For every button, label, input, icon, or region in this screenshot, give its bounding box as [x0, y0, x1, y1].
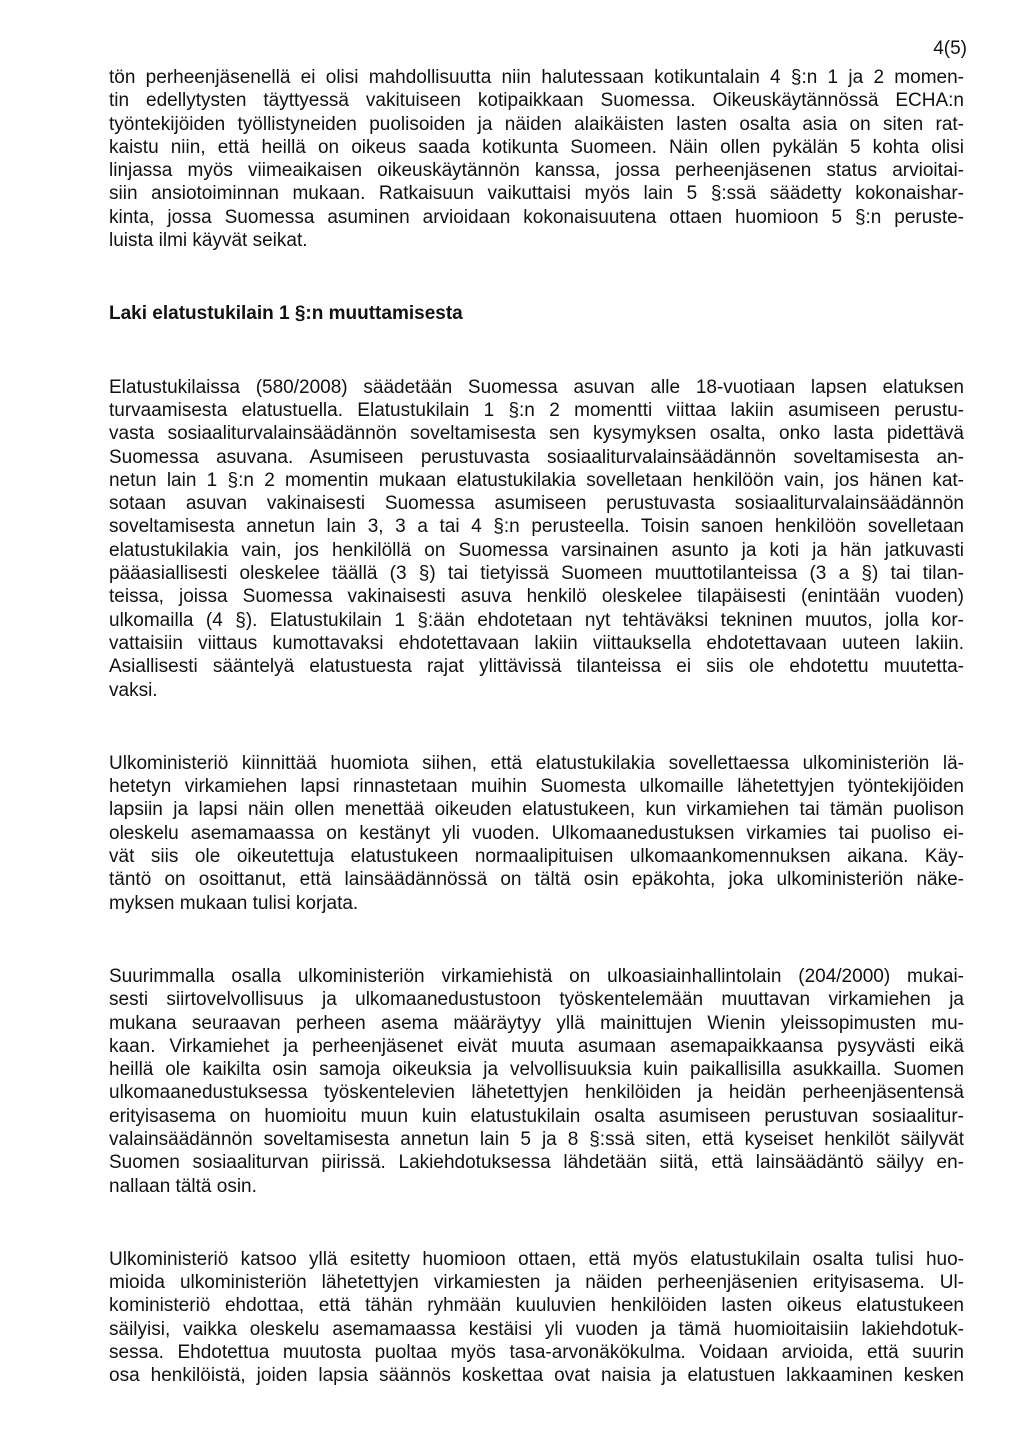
text-line: Elatustukilaissa (580/2008) säädetään Suomessa asuvan alle 18-vuotiaan lapsen elatuksen: [109, 376, 964, 398]
text-line: Suomen sosiaaliturvan piirissä. Lakiehdotuksessa lähdetään siitä, että lainsäädäntö säilyy en-: [109, 1152, 964, 1174]
text-line: vaksi.: [109, 679, 158, 701]
paragraph-elatustukilaki: [109, 376, 964, 702]
paragraph-intro: [109, 66, 964, 252]
text-line: säilyisi, vaikka oleskelu asemamaassa kestäisi yli vuoden ja tämä huomioitaisiin lakiehdotuk-: [109, 1318, 964, 1340]
text-line: siin ansiotoiminnan mukaan. Ratkaisuun vaikuttaisi myös lain 5 §:ssä säädetty kokonaishar-: [109, 183, 964, 205]
text-line: täntö on osoittanut, että lainsäädännössä on tältä osin epäkohta, joka ulkoministeriön näke-: [109, 869, 964, 891]
text-line: kaistu niin, että heillä on oikeus saada kotikunta Suomeen. Näin ollen pykälän 5 kohta olisi: [109, 136, 964, 158]
text-line: Ulkoministeriö kiinnittää huomiota siihen, että elatustukilakia sovellettaessa ulkoministeriön lä-: [109, 752, 964, 774]
text-line: heillä ole kaikilta osin samoja oikeuksia ja velvollisuuksia kuin paikallisilla asukkailla. Suomen: [109, 1059, 964, 1081]
text-line: erityisasema on huomioitu muun kuin elatustukilain osalta asumiseen perustuvan sosiaalitur-: [109, 1105, 964, 1127]
text-line: osa henkilöistä, joiden lapsia säännös koskettaa ovat naisia ja elatustuen lakkaaminen kesken: [109, 1365, 964, 1387]
text-line: sotaan asuvan vakinaisesti Suomessa asumiseen perustuvasta sosiaaliturvalainsäädännön: [109, 493, 964, 515]
text-line: sesti siirtovelvollisuus ja ulkomaanedustustoon työskentelemään muuttavan virkamiehen ja: [109, 989, 964, 1011]
text-line: ulkomaanedustuksessa työskentelevien lähetettyjen henkilöiden ja heidän perheenjäsentensä: [109, 1082, 964, 1104]
text-line: mioida ulkoministeriön lähetettyjen virkamiesten ja näiden perheenjäsenien erityisasema. Ul-: [109, 1272, 964, 1294]
text-line: myksen mukaan tulisi korjata.: [109, 892, 359, 914]
paragraph-ulkoministerio-huomio: [109, 752, 964, 915]
text-line: turvaamisesta elatustuella. Elatustukilain 1 §:n 2 momentti viittaa lakiin asumiseen perustu-: [109, 399, 964, 421]
text-line: oleskelu asemamaassa on kestänyt yli vuoden. Ulkomaanedustuksen virkamies tai puoliso ei-: [109, 822, 964, 844]
text-line: teissa, joissa Suomessa vakinaisesti asuva henkilö oleskelee tilapäisesti (enintään vuoden): [109, 586, 964, 608]
page-number: 4(5): [933, 38, 967, 59]
document-body: [109, 66, 964, 1388]
text-line: sessa. Ehdotettua muutosta puoltaa myös tasa-arvonäkökulma. Voidaan arvioida, että suurin: [109, 1342, 964, 1364]
text-line: ulkomailla (4 §). Elatustukilain 1 §:ään ehdotetaan nyt tehtäväksi tekninen muutos, jolla kor-: [109, 609, 964, 631]
paragraph-virkamiehet: [109, 965, 964, 1198]
paragraph-ehdotus: [109, 1248, 964, 1388]
text-line: Suomessa asuvana. Asumiseen perustuvasta sosiaaliturvalainsäädännön soveltamisesta an-: [109, 446, 964, 468]
text-line: luista ilmi käyvät seikat.: [109, 230, 308, 252]
text-line: Ulkoministeriö katsoo yllä esitetty huomioon ottaen, että myös elatustukilain osalta tulisi huo-: [109, 1248, 964, 1270]
text-line: nallaan tältä osin.: [109, 1175, 257, 1197]
text-line: kaan. Virkamiehet ja perheenjäsenet eivät muuta asumaan asemapaikkaansa pysyvästi eikä: [109, 1035, 964, 1057]
text-line: mukana seuraavan perheen asema määräytyy yllä mainittujen Wienin yleissopimusten mu-: [109, 1012, 964, 1034]
text-line: vät siis ole oikeutettuja elatustukeen normaalipituisen ulkomaankomennuksen aikana. Käy-: [109, 846, 964, 868]
text-line: vattaisiin viittaus kumottavaksi ehdotettavaan lakiin viittauksella ehdotettavaan uuteen lakiin.: [109, 632, 964, 654]
text-line: tön perheenjäsenellä ei olisi mahdollisuutta niin halutessaan kotikuntalain 4 §:n 1 ja 2 momen-: [109, 67, 964, 88]
text-line: Suurimmalla osalla ulkoministeriön virkamiehistä on ulkoasiainhallintolain (204/2000) mukai-: [109, 965, 964, 987]
text-line: työntekijöiden työllistyneiden puolisoiden ja näiden alaikäisten lasten osalta asia on siten rat-: [109, 113, 964, 135]
text-line: linjassa myös viimeaikaisen oikeuskäytännön kanssa, jossa perheenjäsenen status arvioitai-: [109, 160, 964, 182]
text-line: pääasiallisesti oleskelee täällä (3 §) tai tietyissä Suomeen muuttotilanteissa (3 a §) tai tilan-: [109, 563, 964, 585]
text-line: soveltamisesta annetun lain 3, 3 a tai 4 §:n perusteella. Toisin sanoen henkilöön sovelletaan: [109, 516, 964, 538]
text-line: lapsiin ja lapsi näin ollen menettää oikeuden elatustukeen, kun virkamiehen tai tämän puolison: [109, 799, 964, 821]
text-line: Asiallisesti sääntelyä elatustuesta rajat ylittävissä tilanteissa ei siis ole ehdotettu muutetta-: [109, 656, 964, 678]
text-line: valainsäädännön soveltamisesta annetun lain 5 ja 8 §:ssä siten, että kyseiset henkilöt säilyvät: [109, 1128, 964, 1150]
text-line: netun lain 1 §:n 2 momentin mukaan elatustukilakia sovelletaan henkilöön vain, jos hänen kat-: [109, 469, 964, 491]
text-line: kinta, jossa Suomessa asuminen arvioidaan kokonaisuutena ottaen huomioon 5 §:n peruste-: [109, 206, 964, 228]
section-heading: Laki elatustukilain 1 §:n muuttamisesta: [109, 303, 463, 325]
text-line: koministeriö ehdottaa, että tähän ryhmään kuuluvien henkilöiden lasten oikeus elatustukeen: [109, 1295, 964, 1317]
text-line: tin edellytysten täyttyessä vakituiseen kotipaikkaan Suomessa. Oikeuskäytännössä ECHA:n: [109, 90, 964, 112]
text-line: vasta sosiaaliturvalainsäädännön soveltamisesta sen kysymyksen osalta, onko lasta pidettävä: [109, 423, 964, 445]
text-line: elatustukilakia vain, jos henkilöllä on Suomessa varsinainen asunto ja koti ja hän jatkuvasti: [109, 539, 964, 561]
text-line: hetetyn virkamiehen lapsi rinnastetaan muihin Suomesta ulkomaille lähetettyjen työntekijöiden: [109, 776, 964, 798]
